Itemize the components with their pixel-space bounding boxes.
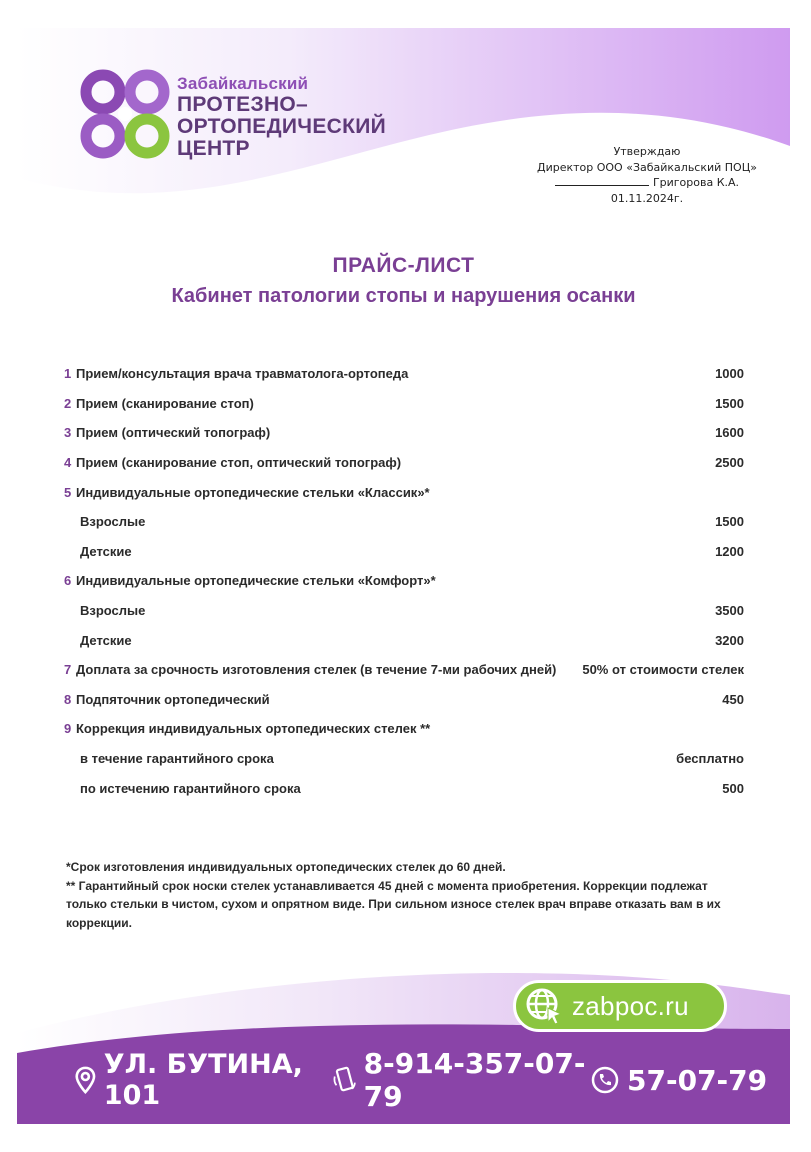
location-pin-icon [75, 1064, 96, 1096]
item-label: Взрослые [80, 514, 146, 530]
approve-signature [527, 175, 767, 191]
item-label: Индивидуальные ортопедические стельки «Классик»* [76, 484, 430, 500]
price-item-row [64, 448, 744, 478]
item-label: Прием (сканирование стоп, оптический топограф) [76, 455, 402, 471]
item-label: Детские [80, 632, 132, 648]
price-item-row [64, 655, 744, 685]
item-number: 4 [64, 455, 72, 471]
item-number: 7 [64, 662, 72, 678]
item-label: Взрослые [80, 603, 146, 619]
signature-line [555, 175, 649, 186]
item-price: 50% от стоимости стелек [582, 662, 744, 678]
item-number: 9 [64, 721, 72, 737]
brand-line-3: ОРТОПЕДИЧЕСКИЙ [177, 115, 386, 138]
address-text: УЛ. БУТИНА, 101 [103, 1049, 303, 1111]
brand-line-1: Забайкальский [177, 74, 309, 93]
mobile-phone-icon [333, 1064, 356, 1096]
item-label: Доплата за срочность изготовления стелек (в течение 7-ми рабочих дней) [76, 662, 557, 678]
item-number: 8 [64, 691, 72, 707]
price-subitem-row [64, 507, 744, 537]
item-label: Подпяточник ортопедический [76, 691, 270, 707]
item-price: 1500 [715, 395, 744, 411]
page-subtitle: Кабинет патологии стопы и нарушения осанки [171, 285, 636, 307]
price-item-row [64, 685, 744, 715]
item-label: в течение гарантийного срока [80, 751, 274, 767]
item-label: Прием (сканирование стоп) [76, 395, 254, 411]
item-price: бесплатно [676, 751, 744, 767]
handset-icon [591, 1066, 619, 1094]
item-number: 6 [64, 573, 72, 589]
item-label: по истечению гарантийного срока [80, 780, 301, 796]
price-item-row [64, 359, 744, 389]
item-price: 1000 [715, 366, 744, 382]
contacts-bar [75, 1047, 775, 1113]
brand-line-4: ЦЕНТР [177, 137, 250, 160]
price-item-row [64, 418, 744, 448]
item-number: 2 [64, 395, 72, 411]
title-block [17, 254, 790, 308]
approve-line-2: Директор ООО «Забайкальский ПОЦ» [536, 160, 757, 174]
globe-cursor-icon [524, 986, 564, 1026]
phone-contact[interactable] [591, 1064, 767, 1097]
price-list-page [17, 28, 790, 1124]
item-label: Детские [80, 543, 132, 559]
approval-block [527, 144, 767, 206]
item-label: Коррекция индивидуальных ортопедических стелек ** [76, 721, 431, 737]
item-number: 3 [64, 425, 72, 441]
brand-name [177, 74, 386, 160]
item-price: 450 [722, 691, 744, 707]
item-label: Прием/консультация врача травматолога-ортопеда [76, 366, 409, 382]
price-item-row [64, 389, 744, 419]
item-price: 2500 [715, 455, 744, 471]
item-number: 1 [64, 366, 72, 382]
price-subitem-row [64, 537, 744, 567]
item-price: 1200 [715, 543, 744, 559]
footnote-1: *Срок изготовления индивидуальных ортопедических стелек до 60 дней. [66, 860, 506, 874]
mobile-text: 8-914-357-07-79 [363, 1047, 586, 1113]
footnotes [66, 858, 736, 932]
logo-mark-icon [79, 68, 171, 160]
price-subitem-row [64, 625, 744, 655]
price-subitem-row [64, 744, 744, 774]
approve-line-1: Утверждаю [613, 145, 681, 158]
website-link[interactable] [513, 980, 727, 1032]
mobile-contact[interactable] [333, 1047, 591, 1113]
price-item-row [64, 714, 744, 744]
item-price: 3200 [715, 632, 744, 648]
phone-text: 57-07-79 [627, 1063, 768, 1097]
approve-date: 01.11.2024г. [610, 191, 684, 205]
price-subitem-row [64, 596, 744, 626]
price-item-row [64, 477, 744, 507]
footnote-2: ** Гарантийный срок носки стелек устанавливается 45 дней с момента приобретения. Коррекции подлежат только стельки в чистом, сухом и опрятном виде. При сильном износе стелек врач вправе отказать вам в их коррекции. [66, 878, 721, 930]
price-subitem-row [64, 773, 744, 803]
price-table [64, 359, 744, 803]
page-title: ПРАЙС-ЛИСТ [332, 254, 475, 277]
price-item-row [64, 566, 744, 596]
address-contact [75, 1049, 333, 1111]
item-price: 3500 [715, 603, 744, 619]
approve-signer: Григорова К.А. [652, 176, 740, 189]
brand-line-2: ПРОТЕЗНО– [177, 93, 309, 116]
website-text: zabpoc.ru [572, 990, 689, 1021]
item-number: 5 [64, 484, 72, 500]
item-label: Индивидуальные ортопедические стельки «Комфорт»* [76, 573, 436, 589]
item-price: 1600 [715, 425, 744, 441]
item-price: 1500 [715, 514, 744, 530]
item-price: 500 [722, 780, 744, 796]
item-label: Прием (оптический топограф) [76, 425, 271, 441]
